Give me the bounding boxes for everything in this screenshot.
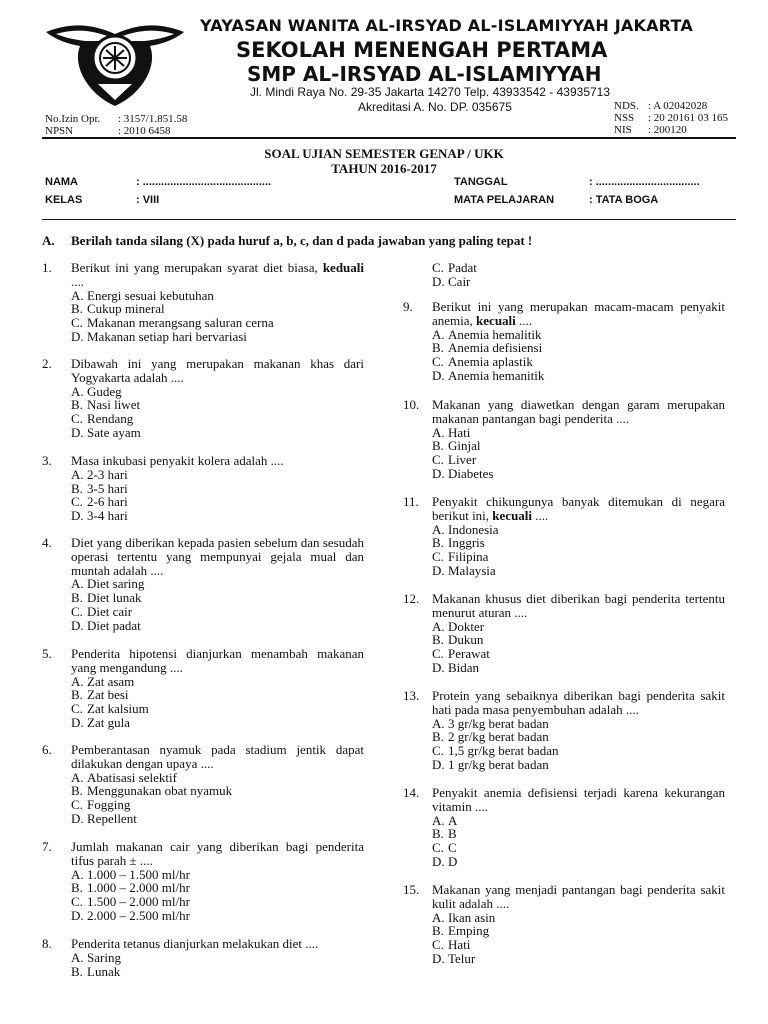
option-text: Diabetes bbox=[448, 465, 494, 481]
answer-option[interactable] bbox=[71, 482, 364, 496]
question-number: 1. bbox=[42, 260, 52, 275]
answer-option[interactable] bbox=[432, 564, 725, 578]
option-letter: B. bbox=[432, 632, 444, 648]
option-text: Abatisasi selektif bbox=[87, 769, 177, 785]
answer-option[interactable] bbox=[71, 495, 364, 509]
option-letter: D. bbox=[71, 617, 84, 633]
answer-option[interactable] bbox=[432, 355, 725, 369]
question-text-part: Berikut ini yang merupakan syarat diet biasa, bbox=[71, 260, 323, 275]
question-text bbox=[71, 261, 364, 289]
option-letter: A. bbox=[71, 466, 84, 482]
exam-title: SOAL UJIAN SEMESTER GENAP / UKK bbox=[264, 146, 504, 161]
answer-option[interactable] bbox=[432, 620, 725, 634]
question-item bbox=[42, 937, 364, 978]
option-text: 1.000 – 2.000 ml/hr bbox=[87, 880, 190, 896]
option-letter: B. bbox=[432, 729, 444, 745]
option-text: Nasi liwet bbox=[87, 397, 141, 413]
question-number: 2. bbox=[42, 356, 52, 371]
question-text-part: Berikut ini yang merupakan macam-macam penyakit anemia, bbox=[432, 299, 725, 328]
option-text: Repellent bbox=[87, 810, 137, 826]
option-text: Perawat bbox=[448, 646, 490, 662]
answer-option[interactable] bbox=[71, 798, 364, 812]
option-letter: D. bbox=[432, 950, 445, 966]
answer-option[interactable] bbox=[432, 633, 725, 647]
option-text: Lunak bbox=[87, 963, 121, 979]
option-text: Zat asam bbox=[87, 673, 135, 689]
answer-option[interactable] bbox=[71, 675, 364, 689]
question-text bbox=[432, 398, 725, 426]
answer-option[interactable] bbox=[432, 550, 725, 564]
nss-label: NSS bbox=[614, 112, 635, 124]
answer-option[interactable] bbox=[71, 577, 364, 591]
question-text-part: Penyakit chikungunya banyak ditemukan di negara berikut ini, bbox=[432, 494, 725, 523]
answer-option[interactable] bbox=[71, 330, 364, 344]
option-letter: C. bbox=[71, 894, 83, 910]
option-letter: A. bbox=[71, 287, 84, 303]
question-number: 12. bbox=[403, 591, 420, 606]
option-letter: C. bbox=[71, 701, 83, 717]
answer-option[interactable] bbox=[432, 341, 725, 355]
answer-option[interactable] bbox=[432, 536, 725, 550]
question-text-part: Makanan khusus diet diberikan bagi penderita tertentu menurut aturan .... bbox=[432, 591, 725, 620]
answer-option[interactable] bbox=[432, 717, 725, 731]
question-item bbox=[403, 261, 725, 289]
option-letter: B. bbox=[71, 590, 83, 606]
option-letter: D. bbox=[432, 465, 445, 481]
option-text: Diet cair bbox=[87, 603, 133, 619]
option-letter: D. bbox=[432, 659, 445, 675]
answer-option[interactable] bbox=[71, 316, 364, 330]
answer-option[interactable] bbox=[71, 398, 364, 412]
question-text-part: Jumlah makanan cair yang diberikan bagi penderita tifus parah bbox=[71, 839, 364, 868]
option-letter: B. bbox=[432, 826, 444, 842]
option-letter: B. bbox=[71, 301, 83, 317]
answer-option[interactable] bbox=[71, 385, 364, 399]
option-letter: C. bbox=[432, 646, 444, 662]
answer-option[interactable] bbox=[71, 716, 364, 730]
question-text bbox=[71, 454, 364, 468]
option-letter: D. bbox=[432, 853, 445, 869]
question-text bbox=[432, 786, 725, 814]
question-text bbox=[71, 536, 364, 577]
option-letter: A. bbox=[432, 715, 445, 731]
question-text bbox=[432, 592, 725, 620]
question-text bbox=[432, 883, 725, 911]
option-text: 1.500 – 2.000 ml/hr bbox=[87, 894, 190, 910]
option-letter: B. bbox=[71, 397, 83, 413]
question-item bbox=[42, 536, 364, 633]
option-letter: A. bbox=[71, 866, 84, 882]
option-text: Saring bbox=[87, 949, 121, 965]
option-letter: A. bbox=[432, 424, 445, 440]
answer-option[interactable] bbox=[71, 591, 364, 605]
option-letter: D. bbox=[71, 424, 84, 440]
answer-option[interactable] bbox=[432, 744, 725, 758]
exam-year: TAHUN 2016-2017 bbox=[331, 161, 437, 176]
kelas-label: KELAS bbox=[45, 194, 83, 206]
option-letter: D. bbox=[71, 714, 84, 730]
answer-option[interactable] bbox=[432, 814, 725, 828]
answer-option[interactable] bbox=[71, 951, 364, 965]
option-letter: C. bbox=[432, 452, 444, 468]
option-letter: B. bbox=[432, 340, 444, 356]
answer-option[interactable] bbox=[71, 426, 364, 440]
answer-option[interactable] bbox=[432, 523, 725, 537]
question-item bbox=[42, 454, 364, 523]
option-letter: A. bbox=[71, 769, 84, 785]
question-item bbox=[42, 261, 364, 344]
school-address: Jl. Mindi Raya No. 29-35 Jakarta 14270 Telp. 43933542 - 43935713 bbox=[250, 85, 611, 99]
question-item bbox=[42, 840, 364, 923]
option-letter: B. bbox=[71, 963, 83, 979]
option-text: C bbox=[448, 840, 457, 856]
option-letter: B. bbox=[432, 923, 444, 939]
option-text: Diet padat bbox=[87, 617, 141, 633]
option-text: Cukup mineral bbox=[87, 301, 165, 317]
option-text: 2.000 – 2.500 ml/hr bbox=[87, 907, 190, 923]
answer-option[interactable] bbox=[432, 952, 725, 966]
answer-option[interactable] bbox=[432, 647, 725, 661]
question-item bbox=[42, 647, 364, 730]
option-text: Makanan merangsang saluran cerna bbox=[87, 315, 274, 331]
question-text-part: .... bbox=[71, 273, 84, 289]
npsn-value: : 2010 6458 bbox=[118, 125, 171, 137]
question-text-part: Protein yang sebaiknya diberikan bagi penderita sakit hati pada masa penyembuhan adalah .... bbox=[432, 688, 725, 717]
option-letter: D. bbox=[432, 367, 445, 383]
option-text: Sate ayam bbox=[87, 424, 141, 440]
option-text: 1,5 gr/kg berat badan bbox=[448, 743, 559, 759]
izin-value: : 3157/1.851.58 bbox=[118, 113, 188, 125]
answer-option[interactable] bbox=[71, 881, 364, 895]
question-number: 11. bbox=[403, 494, 419, 509]
option-text: Telur bbox=[448, 950, 476, 966]
answer-option[interactable] bbox=[432, 426, 725, 440]
option-letter: C. bbox=[432, 743, 444, 759]
option-text: Filipina bbox=[448, 549, 489, 565]
question-number: 8. bbox=[42, 936, 52, 951]
option-letter: A. bbox=[432, 812, 445, 828]
option-text: Fogging bbox=[87, 797, 131, 813]
option-letter: D. bbox=[432, 273, 445, 289]
option-letter: A. bbox=[432, 909, 445, 925]
question-text bbox=[71, 743, 364, 771]
option-text: Dokter bbox=[448, 618, 485, 634]
question-text-part: .... bbox=[532, 507, 549, 523]
option-letter: A. bbox=[71, 576, 84, 592]
option-text: D bbox=[448, 853, 458, 869]
question-text-part: Pemberantasan nyamuk pada stadium jentik dapat dilakukan dengan upaya .... bbox=[71, 742, 364, 771]
mapel-value: : TATA BOGA bbox=[589, 194, 659, 206]
question-number: 7. bbox=[42, 839, 52, 854]
answer-option[interactable] bbox=[71, 909, 364, 923]
answer-option[interactable] bbox=[71, 289, 364, 303]
answer-option[interactable] bbox=[432, 827, 725, 841]
question-text-part: ± .... bbox=[129, 852, 153, 868]
option-letter: D. bbox=[71, 907, 84, 923]
option-letter: C. bbox=[71, 797, 83, 813]
option-letter: D. bbox=[432, 562, 445, 578]
answer-option[interactable] bbox=[71, 702, 364, 716]
nds-label: NDS. bbox=[614, 100, 639, 112]
option-text: Anemia aplastik bbox=[448, 354, 533, 370]
nss-value: : 20 20161 03 165 bbox=[648, 112, 729, 124]
option-letter: A. bbox=[71, 949, 84, 965]
option-text: 3 gr/kg berat badan bbox=[448, 715, 549, 731]
option-text: 1.000 – 1.500 ml/hr bbox=[87, 866, 190, 882]
nama-field[interactable]: : .......................................... bbox=[136, 176, 272, 188]
answer-option[interactable] bbox=[432, 439, 725, 453]
mapel-label: MATA PELAJARAN bbox=[454, 194, 555, 206]
option-text: Liver bbox=[448, 452, 477, 468]
answer-option[interactable] bbox=[71, 302, 364, 316]
question-text bbox=[432, 495, 725, 523]
answer-option[interactable] bbox=[71, 868, 364, 882]
answer-option[interactable] bbox=[432, 841, 725, 855]
school-type: SEKOLAH MENENGAH PERTAMA bbox=[236, 38, 608, 62]
question-number: 14. bbox=[403, 785, 420, 800]
question-number: 3. bbox=[42, 453, 52, 468]
option-text: Makanan setiap hari bervariasi bbox=[87, 328, 247, 344]
foundation-name: YAYASAN WANITA AL-IRSYAD AL-ISLAMIYYAH JAKARTA bbox=[200, 16, 693, 35]
question-number: 9. bbox=[403, 299, 413, 314]
answer-option[interactable] bbox=[71, 412, 364, 426]
kelas-value: : VIII bbox=[136, 194, 160, 206]
option-letter: C. bbox=[71, 411, 83, 427]
instruction-text: Berilah tanda silang (X) pada huruf a, b, c, dan d pada jawaban yang paling tepat ! bbox=[71, 233, 533, 248]
option-letter: A. bbox=[432, 326, 445, 342]
school-logo bbox=[42, 14, 188, 110]
nis-value: : 200120 bbox=[648, 124, 687, 136]
nis-label: NIS bbox=[614, 124, 632, 136]
option-text: Indonesia bbox=[448, 521, 499, 537]
answer-option[interactable] bbox=[71, 468, 364, 482]
option-text: Padat bbox=[448, 260, 477, 275]
answer-option[interactable] bbox=[432, 453, 725, 467]
question-number: 5. bbox=[42, 646, 52, 661]
tanggal-field[interactable]: : .................................. bbox=[589, 176, 700, 188]
option-letter: B. bbox=[71, 480, 83, 496]
question-item bbox=[403, 689, 725, 772]
option-text: 2 gr/kg berat badan bbox=[448, 729, 549, 745]
instruction-letter: A. bbox=[42, 233, 55, 248]
option-text: Diet lunak bbox=[87, 590, 142, 606]
answer-option[interactable] bbox=[432, 275, 725, 289]
question-text-part: Masa inkubasi penyakit kolera adalah .... bbox=[71, 453, 284, 468]
answer-option[interactable] bbox=[71, 688, 364, 702]
option-text: Emping bbox=[448, 923, 490, 939]
answer-option[interactable] bbox=[432, 328, 725, 342]
option-letter: D. bbox=[71, 810, 84, 826]
question-emphasis: keduali bbox=[322, 260, 364, 275]
option-text: Anemia defisiensi bbox=[448, 340, 543, 356]
answer-option[interactable] bbox=[432, 758, 725, 772]
option-text: Diet saring bbox=[87, 576, 145, 592]
option-text: A bbox=[448, 812, 458, 828]
option-text: Bidan bbox=[448, 659, 480, 675]
npsn-label: NPSN bbox=[45, 125, 74, 137]
option-letter: A. bbox=[432, 618, 445, 634]
option-text: Hati bbox=[448, 424, 471, 440]
question-text-part: Dibawah ini yang merupakan makanan khas dari Yogyakarta adalah .... bbox=[71, 356, 364, 385]
option-letter: B. bbox=[432, 535, 444, 551]
option-text: Energi sesuai kebutuhan bbox=[87, 287, 214, 303]
option-letter: C. bbox=[71, 315, 83, 331]
option-letter: B. bbox=[71, 687, 83, 703]
option-letter: C. bbox=[432, 549, 444, 565]
option-text: Anemia hemanitik bbox=[448, 367, 545, 383]
option-letter: D. bbox=[71, 508, 84, 524]
option-text: Ikan asin bbox=[448, 909, 496, 925]
option-letter: C. bbox=[432, 937, 444, 953]
option-letter: C. bbox=[71, 494, 83, 510]
option-letter: B. bbox=[71, 783, 83, 799]
question-text-part: Makanan yang menjadi pantangan bagi penderita sakit kulit adalah .... bbox=[432, 882, 725, 911]
option-letter: C. bbox=[432, 260, 444, 275]
answer-option[interactable] bbox=[432, 661, 725, 675]
option-text: Anemia hemalitik bbox=[448, 326, 542, 342]
question-item bbox=[403, 398, 725, 481]
option-text: 3-4 hari bbox=[87, 508, 128, 524]
answer-option[interactable] bbox=[432, 911, 725, 925]
answer-option[interactable] bbox=[432, 369, 725, 383]
answer-option[interactable] bbox=[432, 261, 725, 275]
question-number: 4. bbox=[42, 535, 52, 550]
option-text: B bbox=[448, 826, 457, 842]
option-letter: C. bbox=[432, 840, 444, 856]
option-text: Ginjal bbox=[448, 438, 481, 454]
question-item bbox=[403, 786, 725, 869]
question-text bbox=[71, 937, 364, 951]
school-name: SMP AL-IRSYAD AL-ISLAMIYYAH bbox=[247, 62, 602, 86]
option-text: Dukun bbox=[448, 632, 484, 648]
option-text: Zat kalsium bbox=[87, 701, 149, 717]
instruction bbox=[42, 233, 532, 249]
option-letter: C. bbox=[71, 603, 83, 619]
question-item bbox=[403, 883, 725, 966]
tanggal-label: TANGGAL bbox=[454, 176, 508, 188]
question-emphasis: kecuali bbox=[476, 312, 516, 328]
option-letter: A. bbox=[432, 521, 445, 537]
answer-option[interactable] bbox=[432, 467, 725, 481]
answer-option[interactable] bbox=[71, 784, 364, 798]
answer-option[interactable] bbox=[432, 730, 725, 744]
option-text: 1 gr/kg berat badan bbox=[448, 756, 549, 772]
answer-option[interactable] bbox=[71, 812, 364, 826]
question-text bbox=[71, 357, 364, 385]
question-text bbox=[432, 689, 725, 717]
question-text-part: Penderita tetanus dianjurkan melakukan diet .... bbox=[71, 936, 319, 951]
nama-label: NAMA bbox=[45, 176, 78, 188]
answer-option[interactable] bbox=[71, 771, 364, 785]
accreditation: Akreditasi A. No. DP. 035675 bbox=[358, 100, 512, 114]
option-text: Zat besi bbox=[87, 687, 129, 703]
option-letter: D. bbox=[71, 328, 84, 344]
option-letter: B. bbox=[432, 438, 444, 454]
question-emphasis: kecuali bbox=[492, 507, 533, 523]
option-letter: C. bbox=[432, 354, 444, 370]
header-rule bbox=[42, 137, 736, 139]
option-text: Menggunakan obat nyamuk bbox=[87, 783, 233, 799]
option-text: Inggris bbox=[448, 535, 485, 551]
answer-option[interactable] bbox=[71, 605, 364, 619]
option-text: Rendang bbox=[87, 411, 134, 427]
option-letter: A. bbox=[71, 673, 84, 689]
answer-option[interactable] bbox=[71, 895, 364, 909]
question-item bbox=[42, 357, 364, 440]
option-text: 2-3 hari bbox=[87, 466, 128, 482]
answer-option[interactable] bbox=[432, 855, 725, 869]
question-item bbox=[403, 300, 725, 383]
question-text-part: Makanan yang diawetkan dengan garam merupakan makanan pantangan bagi penderita .... bbox=[432, 397, 725, 426]
option-text: Malaysia bbox=[448, 562, 496, 578]
question-number: 10. bbox=[403, 397, 420, 412]
question-number: 15. bbox=[403, 882, 420, 897]
answer-option[interactable] bbox=[71, 509, 364, 523]
question-text bbox=[71, 840, 364, 868]
answer-option[interactable] bbox=[71, 619, 364, 633]
option-text: Gudeg bbox=[87, 383, 122, 399]
question-text-part: Penderita hipotensi dianjurkan menambah makanan yang mengandung .... bbox=[71, 646, 364, 675]
question-text bbox=[71, 647, 364, 675]
question-text-part: .... bbox=[515, 312, 533, 328]
question-text-part: Penyakit anemia defisiensi terjadi karena kekurangan vitamin .... bbox=[432, 785, 725, 814]
answer-option[interactable] bbox=[432, 938, 725, 952]
option-text: Hati bbox=[448, 937, 471, 953]
question-text bbox=[432, 300, 725, 328]
option-text: 3-5 hari bbox=[87, 480, 128, 496]
option-letter: D. bbox=[432, 756, 445, 772]
option-letter: A. bbox=[71, 383, 84, 399]
option-text: 2-6 hari bbox=[87, 494, 128, 510]
option-letter: B. bbox=[71, 880, 83, 896]
question-item bbox=[403, 592, 725, 675]
question-item bbox=[403, 495, 725, 578]
question-number: 6. bbox=[42, 742, 52, 757]
question-item bbox=[42, 743, 364, 826]
option-text: Zat gula bbox=[87, 714, 130, 730]
question-number: 13. bbox=[403, 688, 420, 703]
izin-label: No.Izin Opr. bbox=[45, 113, 101, 125]
answer-option[interactable] bbox=[71, 965, 364, 979]
answer-option[interactable] bbox=[432, 924, 725, 938]
question-text-part: Diet yang diberikan kepada pasien sebelum dan sesudah operasi tertentu yang mempunyai gejala mual dan muntah adalah .... bbox=[71, 535, 364, 578]
fields-rule bbox=[42, 219, 736, 220]
nds-value: : A 02042028 bbox=[648, 100, 708, 112]
option-text: Cair bbox=[448, 273, 471, 289]
